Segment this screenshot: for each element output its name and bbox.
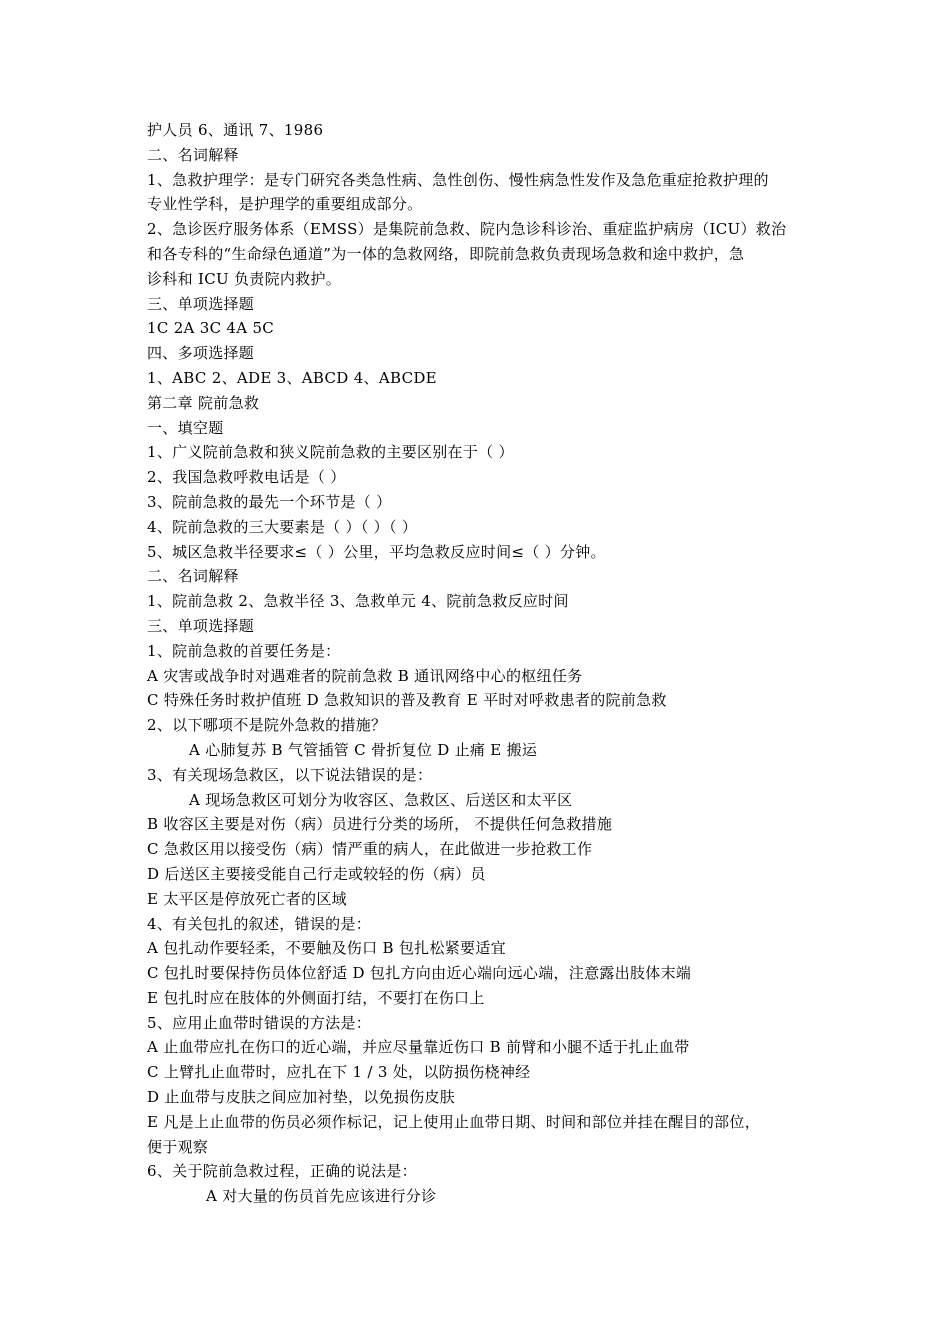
text-line: 护人员 6、通讯 7、1986 [147,121,324,139]
text-line: 1C 2A 3C 4A 5C [147,319,275,338]
text-line: A 心肺复苏 B 气管插管 C 骨折复位 D 止痛 E 搬运 [189,740,538,759]
text-line: 4、院前急救的三大要素是（ ）（ ）（ ） [147,517,418,536]
text-line: 5、城区急救半径要求≤（ ）公里，平均急救反应时间≤（ ）分钟。 [147,542,606,561]
text-line: A 现场急救区可划分为收容区、急救区、后送区和太平区 [189,790,573,809]
text-line: 1、急救护理学：是专门研究各类急性病、急性创伤、慢性病急性发作及急危重症抢救护理的 [147,170,769,189]
text-line: 第二章 院前急救 [147,393,260,412]
text-line: 1、ABC 2、ADE 3、ABCD 4、ABCDE [147,368,437,387]
text-line: 1、广义院前急救和狭义院前急救的主要区别在于（ ） [147,443,514,462]
text-line: 四、多项选择题 [147,344,255,363]
text-line: 诊科和 ICU 负责院内救护。 [147,269,342,288]
text-line: A 对大量的伤员首先应该进行分诊 [206,1187,437,1206]
text-line: C 急救区用以接受伤（病）情严重的病人，在此做进一步抢救工作 [147,840,593,859]
text-line: B 收容区主要是对伤（病）员进行分类的场所， 不提供任何急救措施 [147,815,613,834]
text-line: 3、有关现场急救区，以下说法错误的是： [147,765,433,784]
text-line: 1、院前急救的首要任务是： [147,641,341,660]
text-line: 1、院前急救 2、急救半径 3、急救单元 4、院前急救反应时间 [147,592,569,611]
document-body [147,118,827,1209]
text-line: E 包扎时应在肢体的外侧面打结，不要打在伤口上 [147,988,485,1007]
text-line: 二、名词解释 [147,567,239,586]
text-line: C 上臂扎止血带时，应扎在下 1 / 3 处，以防损伤桡神经 [147,1063,531,1082]
text-line: A 止血带应扎在伤口的近心端，并应尽量靠近伤口 B 前臂和小腿不适于扎止血带 [147,1038,690,1057]
text-line: A 灾害或战争时对遇难者的院前急救 B 通讯网络中心的枢纽任务 [147,666,583,685]
text-line: 3、院前急救的最先一个环节是（ ） [147,492,392,511]
text-line: 6、关于院前急救过程，正确的说法是： [147,1162,417,1181]
text-line: 二、名词解释 [147,145,239,164]
text-line: 4、有关包扎的叙述，错误的是： [147,914,372,933]
text-line: E 太平区是停放死亡者的区域 [147,889,347,908]
text-line: 三、单项选择题 [147,294,255,313]
text-line: 便于观察 [147,1137,209,1156]
text-line: A 包扎动作要轻柔，不要触及伤口 B 包扎松紧要适宜 [147,939,506,958]
text-line: D 止血带与皮肤之间应加衬垫，以免损伤皮肤 [147,1088,456,1107]
text-line: 2、急诊医疗服务体系（EMSS）是集院前急救、院内急诊科诊治、重症监护病房（ICU）救治 [147,220,787,239]
text-line: E 凡是上止血带的伤员必须作标记，记上使用止血带日期、时间和部位并挂在醒目的部位， [147,1112,761,1131]
text-line: 和各专科的“生命绿色通道”为一体的急救网络，即院前急救负责现场急救和途中救护，急 [147,244,745,263]
text-line: 2、以下哪项不是院外急救的措施？ [147,716,387,735]
text-line: 专业性学科，是护理学的重要组成部分。 [147,195,423,214]
text-line: 三、单项选择题 [147,616,255,635]
text-line: 2、我国急救呼救电话是（ ） [147,468,346,487]
text-line: 一、填空题 [147,418,224,437]
text-line: C 包扎时要保持伤员体位舒适 D 包扎方向由近心端向远心端，注意露出肢体末端 [147,964,692,983]
text-line: 5、应用止血带时错误的方法是： [147,1013,372,1032]
text-line: C 特殊任务时救护值班 D 急救知识的普及教育 E 平时对呼救患者的院前急救 [147,691,667,710]
text-line: D 后送区主要接受能自己行走或较轻的伤（病）员 [147,864,486,883]
